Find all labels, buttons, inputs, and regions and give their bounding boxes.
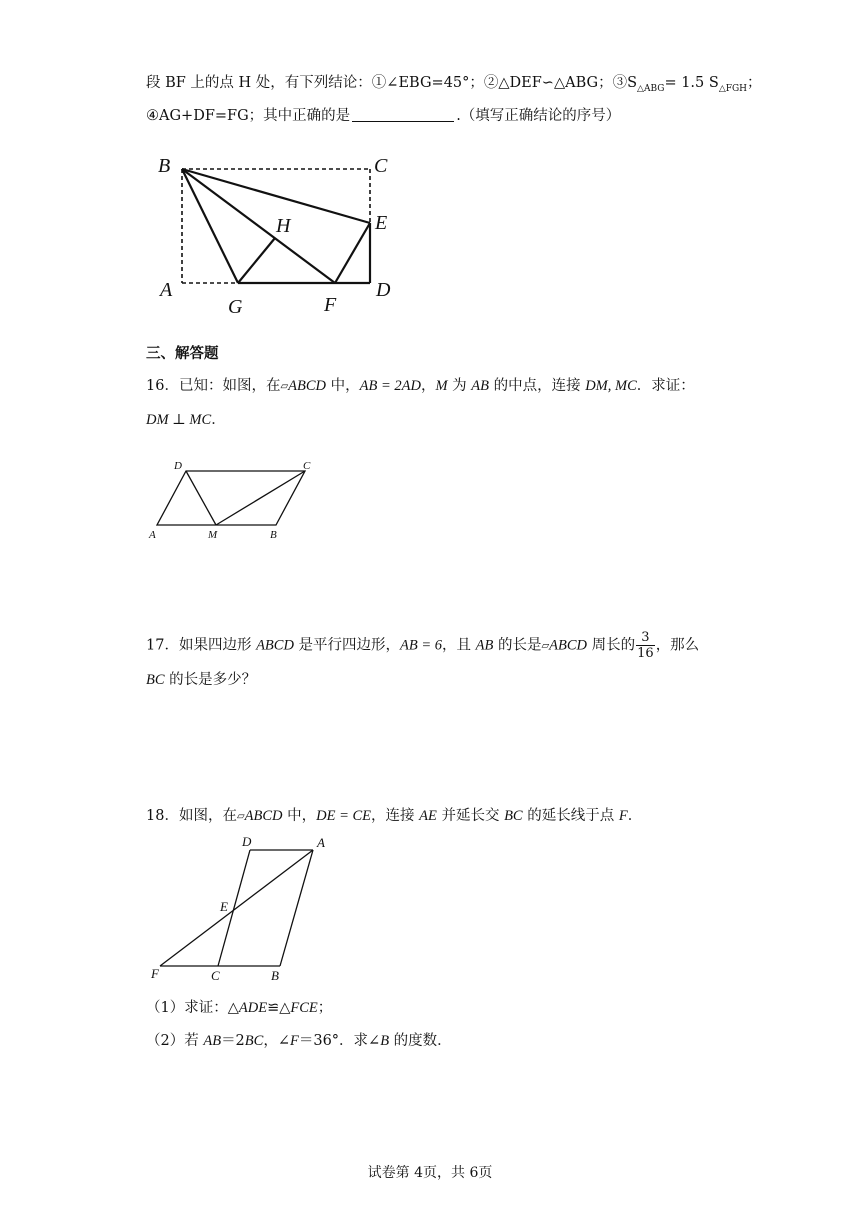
q15-line1 — [146, 73, 762, 99]
q16-figure — [140, 455, 330, 545]
q18-figure — [145, 832, 345, 992]
q15-text: ④AG+DF=FG；其中正确的是 — [146, 108, 351, 124]
fraction-denominator: 16 — [637, 646, 654, 661]
q18-text: 的度数． — [389, 1033, 452, 1049]
q16-math: M — [435, 378, 448, 394]
label-B: B — [270, 529, 277, 541]
q17-text: 是平行四边形， — [293, 637, 401, 654]
label-B: B — [158, 155, 171, 177]
label-D: D — [376, 279, 391, 301]
q15-text: = 1.5 S — [664, 75, 719, 91]
q16-text: ， — [420, 378, 436, 394]
q17-math: ABCD — [256, 637, 294, 654]
q17-text: 周长的 — [587, 637, 636, 654]
q18-text: 18．如图，在 — [146, 808, 237, 824]
q17-math: AB — [475, 637, 494, 654]
fraction-numerator: 3 — [636, 630, 655, 646]
label-E: E — [220, 899, 228, 914]
q16-math: DM ⊥ MC — [146, 412, 212, 428]
segment-DM — [186, 471, 216, 525]
q18-text: ，连接 — [371, 808, 420, 824]
q18-math: B — [380, 1033, 390, 1049]
q18-math: DE = CE — [316, 808, 372, 824]
q16-line2 — [146, 410, 226, 430]
q16-text: 的中点，连接 — [488, 378, 586, 394]
q16-math: AB = 2AD — [359, 378, 421, 394]
segment-FE — [335, 223, 370, 283]
q16-text: ． — [211, 412, 226, 428]
segment-FA — [160, 850, 313, 966]
q18-math: ADE — [238, 1000, 268, 1016]
q17-text: 17．如果四边形 — [146, 637, 257, 654]
q18-math: ABCD — [244, 808, 283, 824]
q15-sub2: △FGH — [718, 83, 748, 94]
page-footer: 试卷第 4页，共 6页 — [367, 1165, 493, 1181]
q17-text: 的长是多少？ — [164, 672, 257, 688]
label-C: C — [374, 155, 388, 177]
q15-figure — [150, 150, 410, 320]
q16-text: ．求证： — [636, 378, 695, 394]
label-C: C — [303, 460, 311, 472]
parallelogram-symbol: ▱ — [280, 381, 289, 392]
q18-math: F — [618, 808, 628, 824]
segment-MC — [216, 471, 305, 525]
answer-blank[interactable] — [352, 107, 454, 122]
q18-math: BC — [504, 808, 523, 824]
q17-text: ，那么 — [655, 637, 700, 654]
parallelogram-symbol: ▱ — [541, 640, 550, 652]
q16-text: 中， — [326, 378, 360, 394]
q17-line2 — [146, 670, 256, 690]
q18-text: 的延长线于点 — [522, 808, 619, 824]
section-heading: 三、解答题 — [146, 346, 219, 362]
q18-part2 — [146, 1031, 452, 1051]
q17-math: ABCD — [549, 637, 588, 654]
label-A: A — [317, 835, 325, 850]
label-B: B — [271, 968, 279, 983]
q18-text: ＝2 — [221, 1033, 245, 1049]
q18-text: （1）求证：△ — [146, 1000, 239, 1016]
q18-math: BC — [244, 1033, 264, 1049]
segment-BG — [182, 169, 238, 283]
q18-math: FCE — [290, 1000, 318, 1016]
q18-text: ． — [627, 808, 643, 824]
q16-math: DM, MC — [585, 378, 637, 394]
q16-math: AB — [471, 378, 489, 394]
q16-text: 为 — [447, 378, 472, 394]
q18-math: F — [289, 1033, 299, 1049]
label-C: C — [211, 968, 220, 983]
segment-GH — [238, 238, 275, 283]
q15-text: 段 BF 上的点 H 处，有下列结论：①∠EBG=45°；②△DEF∽△ABG；③S — [146, 75, 638, 91]
label-D: D — [242, 834, 252, 849]
q18-text: 中， — [282, 808, 317, 824]
q18-math: AB — [203, 1033, 222, 1049]
q18-line1 — [146, 806, 642, 827]
parallelogram-ABCD — [157, 471, 305, 525]
q18-text: ≌△ — [267, 1000, 291, 1016]
label-H: H — [276, 215, 291, 237]
parallelogram-symbol: ▱ — [236, 811, 245, 822]
q18-text: ＝36°．求∠ — [298, 1033, 381, 1049]
q18-text: ； — [317, 1000, 333, 1016]
q17-text: 的长是 — [493, 637, 542, 654]
q16-line1 — [146, 376, 695, 397]
q16-text: 16．已知：如图，在 — [146, 378, 281, 394]
q18-part1 — [146, 998, 332, 1018]
fraction — [636, 630, 655, 661]
q15-text: ； — [747, 75, 762, 91]
q15-text: .（填写正确结论的序号） — [456, 108, 621, 124]
label-M: M — [208, 529, 218, 541]
q18-text: （2）若 — [146, 1033, 204, 1049]
label-A: A — [149, 529, 156, 541]
q17-line1 — [146, 630, 699, 661]
q18-text: ，∠ — [263, 1033, 290, 1049]
label-F: F — [324, 294, 337, 316]
q15-line2 — [146, 106, 620, 126]
segment-BF — [182, 169, 335, 283]
label-G: G — [228, 296, 243, 318]
q17-text: ，且 — [442, 637, 476, 654]
q18-text: 并延长交 — [436, 808, 505, 824]
q17-math: AB = 6 — [400, 637, 443, 654]
label-E: E — [375, 212, 388, 234]
q18-math: AE — [419, 808, 437, 824]
q17-math: BC — [146, 672, 165, 688]
label-F: F — [151, 966, 159, 981]
label-D: D — [174, 460, 182, 472]
q16-math: ABCD — [288, 378, 327, 394]
q15-sub1: △ABG — [637, 83, 665, 94]
segment-AB — [280, 850, 313, 966]
label-A: A — [160, 279, 173, 301]
